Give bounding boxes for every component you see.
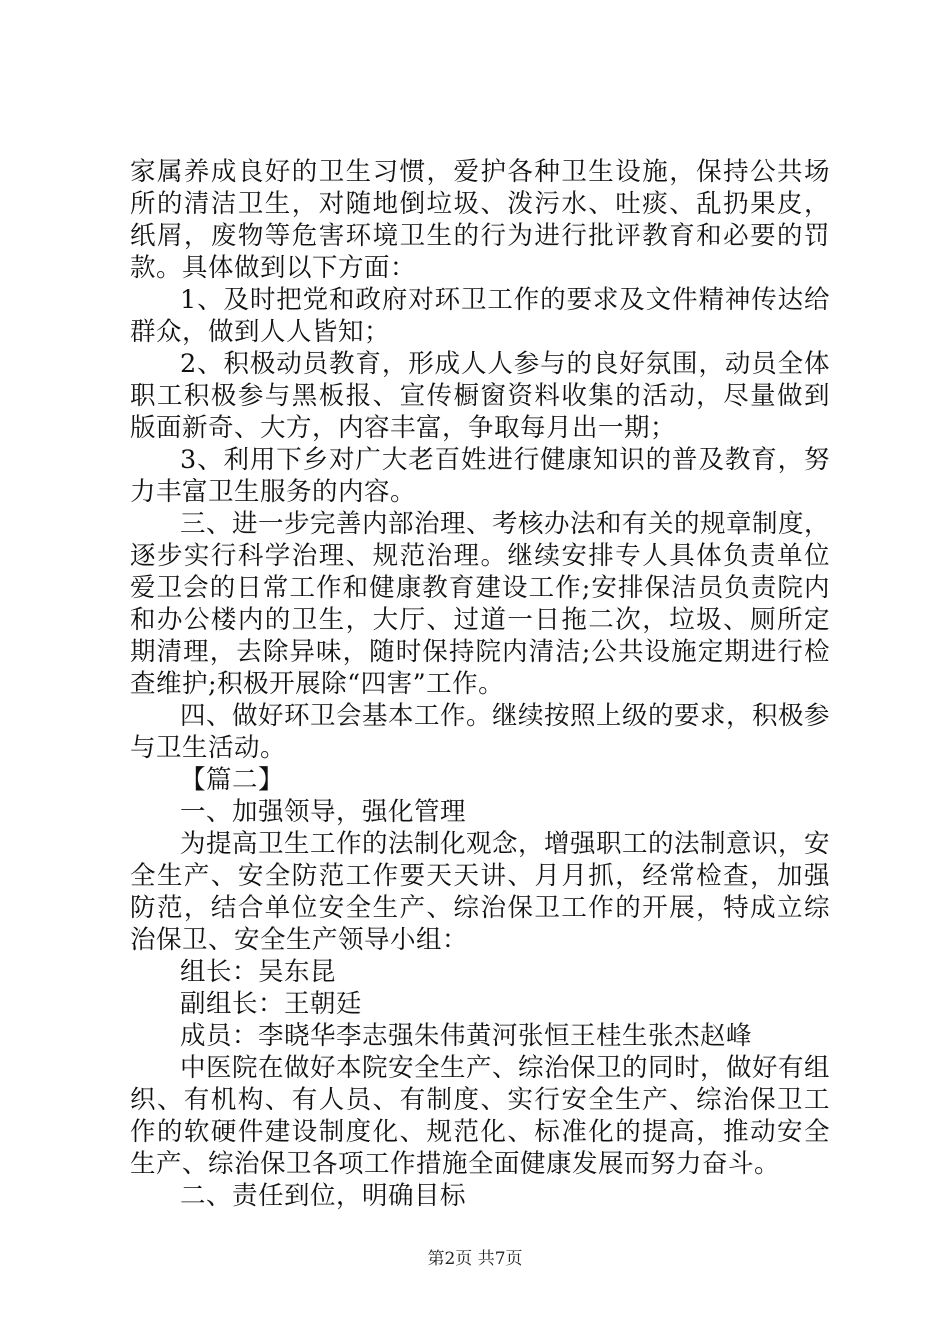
paragraph: 2、积极动员教育，形成人人参与的良好氛围，动员全体职工积极参与黑板报、宣传橱窗资料收集的活动，尽量做到版面新奇、大方，内容丰富，争取每月出一期；: [130, 349, 830, 443]
paragraph: 组长：吴东昆: [180, 957, 337, 987]
paragraph: 副组长：王朝廷: [180, 989, 363, 1019]
section-heading: 一、加强领导，强化管理: [180, 797, 467, 827]
paragraph: 家属养成良好的卫生习惯，爱护各种卫生设施，保持公共场所的清洁卫生，对随地倒垃圾、泼污水、吐痰、乱扔果皮，纸屑，废物等危害环境卫生的行为进行批评教育和必要的罚款。具体做到以下方面：: [130, 157, 830, 283]
paragraph: 成员：李晓华李志强朱伟黄河张恒王桂生张杰赵峰: [180, 1021, 753, 1051]
paragraph: 3、利用下乡对广大老百姓进行健康知识的普及教育，努力丰富卫生服务的内容。: [130, 445, 830, 507]
paragraph: 为提高卫生工作的法制化观念，增强职工的法制意识，安全生产、安全防范工作要天天讲、月月抓，经常检查，加强防范，结合单位安全生产、综治保卫工作的开展，特成立综治保卫、安全生产领导小组：: [130, 829, 831, 955]
paragraph: 四、做好环卫会基本工作。继续按照上级的要求，积极参与卫生活动。: [130, 701, 831, 763]
document-body: [130, 156, 830, 1212]
section-heading: 【篇二】: [180, 765, 285, 795]
paragraph: 中医院在做好本院安全生产、综治保卫的同时，做好有组织、有机构、有人员、有制度、实行安全生产、综治保卫工作的软硬件建设制度化、规范化、标准化的提高，推动安全生产、综治保卫各项工作措施全面健康发展而努力奋斗。: [130, 1053, 831, 1179]
page-number-footer: 第2页 共7页: [427, 1249, 523, 1269]
section-heading: 二、责任到位，明确目标: [180, 1181, 467, 1211]
paragraph: 三、进一步完善内部治理、考核办法和有关的规章制度，逐步实行科学治理、规范治理。继续安排专人具体负责单位爱卫会的日常工作和健康教育建设工作;安排保洁员负责院内和办公楼内的卫生，大厅、过道一日拖二次，垃圾、厕所定期清理，去除异味，随时保持院内清洁;公共设施定期进行检查维护;积极开展除“四害”工作。: [130, 509, 831, 699]
paragraph: 1、及时把党和政府对环卫工作的要求及文件精神传达给群众，做到人人皆知；: [130, 285, 830, 347]
